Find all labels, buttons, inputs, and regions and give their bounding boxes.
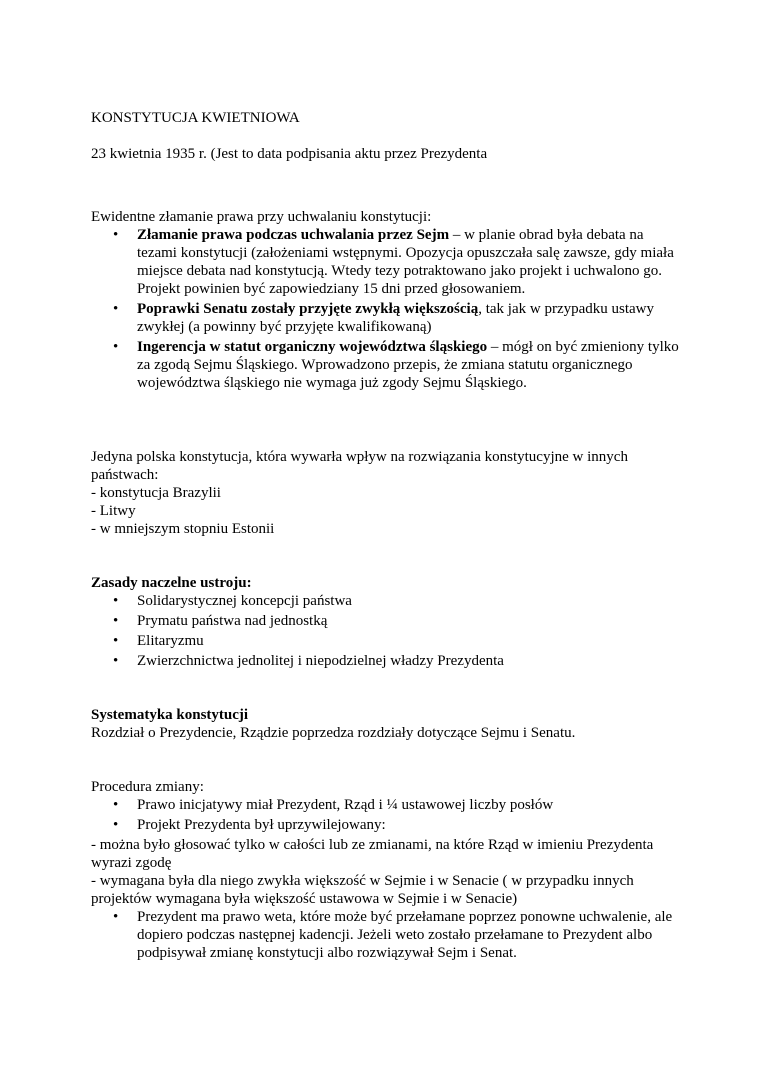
violations-intro: Ewidentne złamanie prawa przy uchwalaniu konstytucji:	[91, 209, 432, 225]
procedure-intro: Procedura zmiany:	[91, 779, 204, 795]
document-page	[91, 109, 681, 964]
item-text: – mógł on być zmieniony tylko za zgodą Sejmu Śląskiego. Wprowadzono przepis, że zmiana statutu organicznego województwa śląskiego nie wymaga już zgody Sejmu Śląskiego.	[137, 339, 679, 391]
list-item: • Prawo inicjatywy miał Prezydent, Rząd i ¼ ustawowej liczby posłów	[91, 796, 681, 814]
influence-line: - w mniejszym stopniu Estonii	[91, 521, 275, 537]
list-item	[91, 338, 681, 392]
systematics-heading: Systematyka konstytucji	[91, 707, 249, 723]
date-line: 23 kwietnia 1935 r. (Jest to data podpisania aktu przez Prezydenta	[91, 146, 488, 162]
procedure-line: - wymagana była dla niego zwykła większość w Sejmie i w Senacie ( w przypadku innych projektów wymagana była większość ustawowa w Sejmie i w Senacie)	[91, 873, 634, 907]
influence-intro: Jedyna polska konstytucja, która wywarła wpływ na rozwiązania konstytucyjne w innych państwach:	[91, 449, 628, 483]
item-text: , tak jak w przypadku ustawy zwykłej (a powinny być przyjęte kwalifikowaną)	[137, 301, 655, 335]
systematics-text: Rozdział o Prezydencie, Rządzie poprzedza rozdziały dotyczące Sejmu i Senatu.	[91, 725, 576, 741]
item-bold: Złamanie prawa podczas uchwalania przez Sejm	[137, 227, 450, 243]
influence-line: - Litwy	[91, 503, 136, 519]
item-bold: Poprawki Senatu zostały przyjęte zwykłą większością	[137, 301, 479, 317]
list-item: • Elitaryzmu	[91, 632, 681, 650]
procedure-list-b	[91, 908, 681, 962]
list-item: • Prezydent ma prawo weta, które może być przełamane poprzez ponowne uchwalenie, ale dopiero podczas następnej kadencji. Jeżeli weto zostało przełamane to Prezydent albo podpisywał zmianę konstytucji albo rozwiązywał Sejm i Senat.	[91, 908, 681, 962]
list-item: • Solidarystycznej koncepcji państwa	[91, 592, 681, 610]
violations-list	[91, 226, 681, 392]
procedure-line: - można było głosować tylko w całości lub ze zmianami, na które Rząd w imieniu Prezydenta wyrazi zgodę	[91, 837, 654, 871]
item-text: – w planie obrad była debata na tezami konstytucji (założeniami wstępnymi. Opozycja opuszczała salę zawsze, gdy miała miejsce debata nad konstytucją. Wtedy tezy potraktowano jako projekt i uchwalono go. Projekt powinien być zapowiedziany 15 dni przed głosowaniem.	[137, 227, 674, 297]
procedure-list-a	[91, 796, 681, 834]
list-item: • Prymatu państwa nad jednostką	[91, 612, 681, 630]
item-bold: Ingerencja w statut organiczny województwa śląskiego	[137, 339, 488, 355]
list-item: • Projekt Prezydenta był uprzywilejowany:	[91, 816, 681, 834]
list-item	[91, 226, 681, 298]
list-item	[91, 300, 681, 336]
influence-line: - konstytucja Brazylii	[91, 485, 221, 501]
principles-list	[91, 592, 681, 670]
principles-heading: Zasady naczelne ustroju:	[91, 575, 252, 591]
list-item: • Zwierzchnictwa jednolitej i niepodzielnej władzy Prezydenta	[91, 652, 681, 670]
document-title: KONSTYTUCJA KWIETNIOWA	[91, 110, 300, 126]
